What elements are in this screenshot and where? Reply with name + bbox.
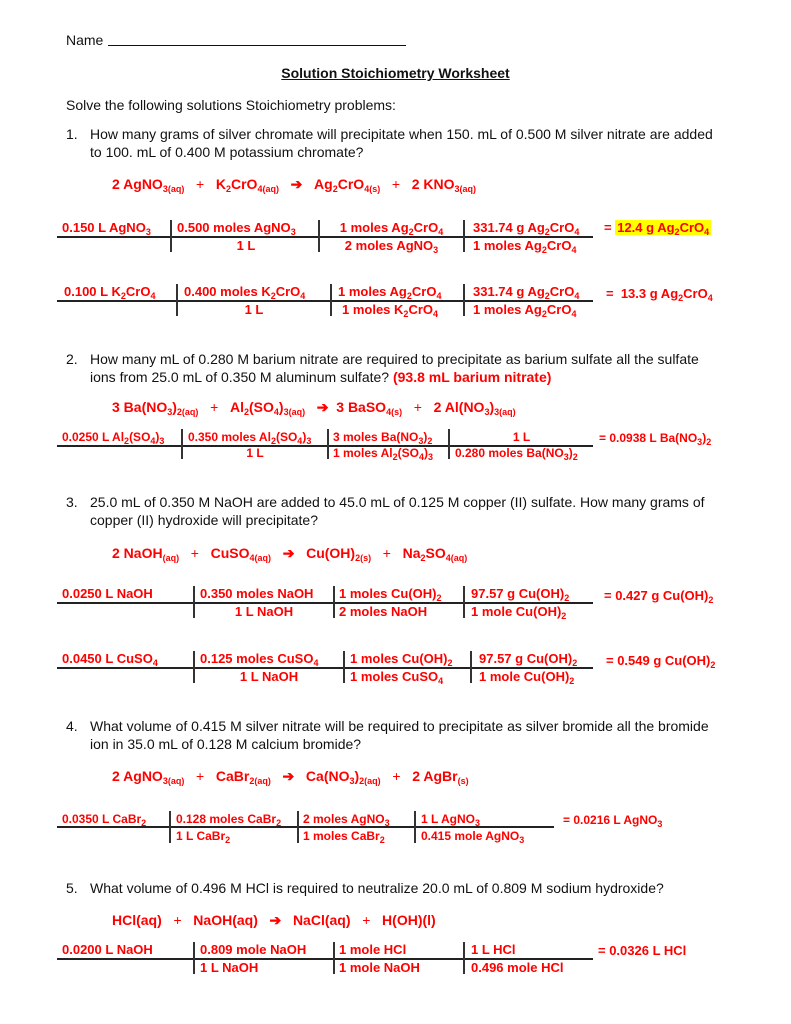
result-answer: = 13.3 g $Ag_2CrO_4$ (606, 286, 713, 303)
calc-cell: 3 moles $Ba(NO_3)_2$ (333, 430, 433, 446)
problem-2-question-cont: ions from 25.0 mL of 0.350 M aluminum sulfate? (93.8 mL barium nitrate) (90, 369, 552, 385)
problem-4-question: What volume of 0.415 M silver nitrate will be required to precipitate as silver bromide all the bromide (90, 718, 709, 734)
calc-cell: 1 moles $Al_2(SO_4)_3$ (333, 446, 433, 462)
calc-cell: 1 L (244, 302, 264, 317)
problem-3-equation: 2 NaOH$_{(aq)}$ + CuSO$_{4(aq)}$ ➔ $Cu(OH)_{2(s)}$ + $Na_2SO_{4(aq)}$ (112, 545, 468, 563)
calc-cell: 0.0250 L NaOH (62, 586, 153, 601)
calc-cell: 1 moles $Ag_2CrO_4$ (339, 220, 444, 237)
name-field[interactable] (108, 45, 406, 46)
calc-cell: 0.0350 L CaBr$_2$ (62, 812, 147, 828)
calc-cell: 1 L HCl (471, 942, 516, 957)
problem-4-number: 4. (66, 718, 78, 734)
calc-cell: 97.57 g $Cu(OH)_2$ (471, 586, 570, 603)
calc-cell: 331.74 g $Ag_2CrO_4$ (473, 284, 580, 301)
calc-cell: 1 moles CaBr$_2$ (303, 829, 385, 845)
calc-cell: 0.280 moles $Ba(NO_3)_2$ (455, 446, 578, 462)
result-answer-highlighted: = 12.4 g $Ag_2CrO_4$ (604, 220, 710, 237)
arrow-icon: ➔ (316, 399, 329, 415)
arrow-icon: ➔ (290, 176, 303, 192)
arrow-icon: ➔ (269, 912, 282, 928)
problem-5-question: What volume of 0.496 M HCl is required to neutralize 20.0 mL of 0.809 M sodium hydroxide? (90, 880, 664, 896)
calc-cell: 1 L NaOH (200, 960, 259, 975)
calc-cell: 0.400 moles $K_2CrO_4$ (184, 284, 306, 301)
problem-2-number: 2. (66, 351, 78, 367)
calc-cell: 1 mole NaOH (339, 960, 420, 975)
calc-cell: 97.57 g $Cu(OH)_2$ (479, 651, 578, 668)
calc-cell: 2 moles NaOH (339, 604, 428, 619)
result-answer: = 0.427 g $Cu(OH)_2$ (604, 588, 714, 605)
result-answer: = 0.549 g $Cu(OH)_2$ (606, 653, 716, 670)
page-title: Solution Stoichiometry Worksheet (281, 65, 510, 81)
problem-5-equation: HCl(aq) + NaOH(aq) ➔ NaCl(aq) + H(OH)(l) (112, 912, 436, 928)
calc-cell: 1 moles $Ag_2CrO_4$ (338, 284, 442, 301)
name-label: Name (66, 32, 104, 48)
calc-cell: 1 L NaOH (239, 669, 299, 684)
calc-cell: 1 moles CuSO$_4$ (350, 669, 444, 686)
calc-cell: 0.150 L AgNO$_3$ (62, 220, 151, 237)
calc-cell: 0.0200 L NaOH (62, 942, 153, 957)
result-answer: = 0.0938 L $Ba(NO_3)_2$ (599, 431, 712, 447)
arrow-icon: ➔ (282, 545, 295, 561)
calc-cell: 1 L (246, 446, 264, 460)
calc-cell: 0.0250 L $Al_2(SO_4)_3$ (62, 430, 165, 446)
calc-cell: 2 moles AgNO$_3$ (303, 812, 390, 828)
problem-3-question-cont: copper (II) hydroxide will precipitate? (90, 512, 318, 528)
arrow-icon: ➔ (282, 768, 295, 784)
calc-cell: 0.415 mole AgNO$_3$ (421, 829, 525, 845)
calc-cell: 1 L CaBr$_2$ (176, 829, 231, 845)
calc-cell: 2 moles AgNO$_3$ (344, 238, 439, 255)
result-answer: = 0.0326 L HCl (598, 943, 687, 958)
instructions: Solve the following solutions Stoichiometry problems: (66, 97, 396, 113)
problem-3-question: 25.0 mL of 0.350 M NaOH are added to 45.0 mL of 0.125 M copper (II) sulfate. How many grams of (90, 494, 705, 510)
result-answer: = 0.0216 L AgNO$_3$ (563, 813, 663, 829)
calc-cell: 0.496 mole HCl (471, 960, 564, 975)
calc-cell: 1 L NaOH (234, 604, 294, 619)
problem-2-equation: 3 $Ba(NO_3)_{2(aq)}$ + $Al_2(SO_4)_{3(aq)}$ ➔ 3 BaSO$_{4(s)}$ + 2 $Al(NO_3)_{3(aq)}$ (112, 399, 516, 417)
problem-3-number: 3. (66, 494, 78, 510)
calc-cell: 0.100 L $K_2CrO_4$ (64, 284, 156, 301)
calc-cell: 1 moles $Cu(OH)_2$ (339, 586, 442, 603)
calc-cell: 1 mole $Cu(OH)_2$ (471, 604, 567, 621)
calc-cell: 0.350 moles NaOH (200, 586, 314, 601)
calc-cell: 1 L (512, 430, 531, 444)
problem-4-equation: 2 AgNO$_{3(aq)}$ + CaBr$_{2(aq)}$ ➔ $Ca(NO_3)_{2(aq)}$ + 2 AgBr$_{(s)}$ (112, 768, 469, 786)
problem-2-question: How many mL of 0.280 M barium nitrate are required to precipitate as barium sulfate all the sulfate (90, 351, 699, 367)
calc-cell: 1 L AgNO$_3$ (421, 812, 481, 828)
calc-cell: 1 moles $Cu(OH)_2$ (350, 651, 453, 668)
problem-1-question: How many grams of silver chromate will precipitate when 150. mL of 0.500 M silver nitrate are added (90, 126, 713, 142)
problem-4-question-cont: ion in 35.0 mL of 0.128 M calcium bromide? (90, 736, 362, 752)
calc-cell: 0.500 moles AgNO$_3$ (177, 220, 296, 237)
calc-cell: 0.350 moles $Al_2(SO_4)_3$ (188, 430, 312, 446)
calc-cell: 0.809 mole NaOH (200, 942, 307, 957)
calc-cell: 0.125 moles CuSO$_4$ (200, 651, 319, 668)
calc-cell: 0.128 moles CaBr$_2$ (176, 812, 282, 828)
calc-cell: 1 moles $Ag_2CrO_4$ (473, 238, 577, 255)
calc-cell: 1 mole $Cu(OH)_2$ (479, 669, 575, 686)
calc-cell: 1 moles $Ag_2CrO_4$ (473, 302, 577, 319)
calc-cell: 1 L (236, 238, 256, 253)
problem-1-number: 1. (66, 126, 78, 142)
problem-2-answer: (93.8 mL barium nitrate) (392, 369, 552, 385)
calc-cell: 0.0450 L CuSO$_4$ (62, 651, 158, 668)
problem-1-question-cont: to 100. mL of 0.400 M potassium chromate? (90, 144, 364, 160)
calc-cell: 1 moles $K_2CrO_4$ (342, 302, 439, 319)
calc-cell: 331.74 g $Ag_2CrO_4$ (473, 220, 580, 237)
problem-5-number: 5. (66, 880, 78, 896)
problem-1-equation: 2 AgNO$_{3(aq)}$ + $K_2CrO_{4(aq)}$ ➔ $Ag_2CrO_{4(s)}$ + 2 $KNO_{3(aq)}$ (112, 176, 477, 194)
calc-cell: 1 mole HCl (339, 942, 407, 957)
